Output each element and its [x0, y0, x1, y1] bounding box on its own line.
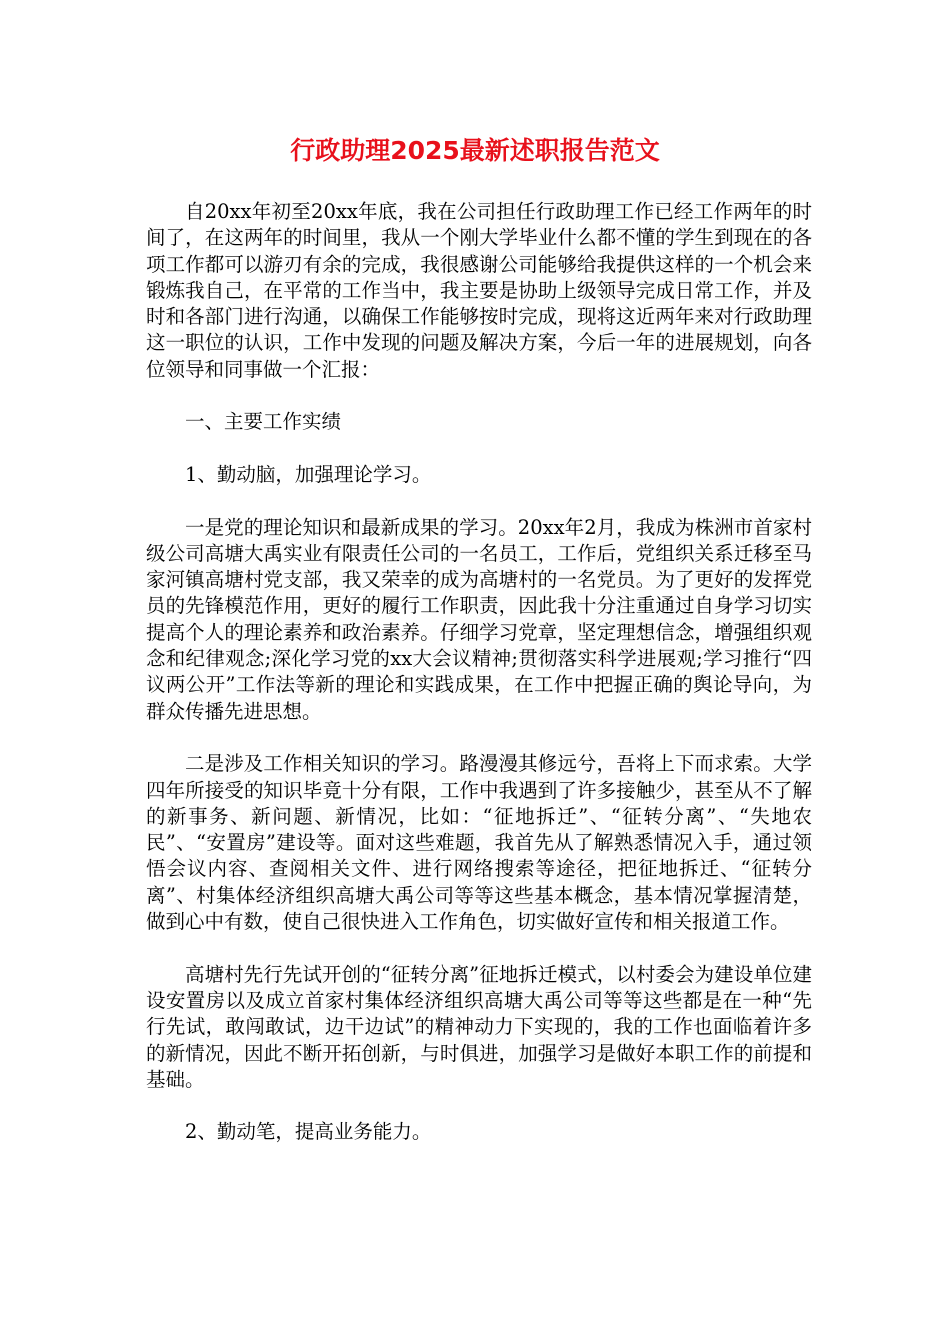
section-heading-main-achievements: 一、主要工作实绩	[185, 410, 342, 434]
paragraph-work-knowledge: 二是涉及工作相关知识的学习。路漫漫其修远兮，吾将上下而求索。大学四年所接受的知识毕竟十分有限，工作中我遇到了许多接触少，甚至从不了解的新事务、新问题、新情况，比如：“征地拆迁”、“征转分离”、“失地农民”、“安置房”建设等。面对这些难题，我首先从了解熟悉情况入手，通过领悟会议内容、查阅相关文件、进行网络搜索等途径，把征地拆迁、“征转分离”、村集体经济组织高塘大禹公司等等这些基本概念，基本情况掌握清楚，做到心中有数，使自己很快进入工作角色，切实做好宣传和相关报道工作。	[146, 752, 812, 934]
paragraph-gaotang-model: 高塘村先行先试开创的“征转分离”征地拆迁模式，以村委会为建设单位建设安置房以及成立首家村集体经济组织高塘大禹公司等等这些都是在一种“先行先试，敢闯敢试，边干边试”的精神动力下实现的，我的工作也面临着许多的新情况，因此不断开拓创新，与时俱进，加强学习是做好本职工作的前提和基础。	[146, 962, 812, 1091]
paragraph-party-theory: 一是党的理论知识和最新成果的学习。20xx年2月，我成为株洲市首家村级公司高塘大禹实业有限责任公司的一名员工，工作后，党组织关系迁移至马家河镇高塘村党支部，我又荣幸的成为高塘村的一名党员。为了更好的发挥党员的先锋模范作用，更好的履行工作职责，因此我十分注重通过自身学习切实提高个人的理论素养和政治素养。仔细学习党章，坚定理想信念，增强组织观念和纪律观念;深化学习党的xx大会议精神;贯彻落实科学进展观;学习推行“四议两公开”工作法等新的理论和实践成果，在工作中把握正确的舆论导向，为群众传播先进思想。	[146, 515, 812, 723]
document-body	[146, 199, 812, 1172]
subsection-heading-writing: 2、勤动笔，提高业务能力。	[185, 1120, 432, 1144]
subsection-heading-study: 1、勤动脑，加强理论学习。	[185, 462, 432, 486]
document-title: 行政助理2025最新述职报告范文	[290, 136, 660, 165]
intro-paragraph: 自20xx年初至20xx年底，我在公司担任行政助理工作已经工作两年的时间了，在这两年的时间里，我从一个刚大学毕业什么都不懂的学生到现在的各项工作都可以游刃有余的完成，我很感谢公司能够给我提供这样的一个机会来锻炼我自己，在平常的工作当中，我主要是协助上级领导完成日常工作，并及时和各部门进行沟通，以确保工作能够按时完成，现将这近两年来对行政助理这一职位的认识，工作中发现的问题及解决方案，今后一年的进展规划，向各位领导和同事做一个汇报：	[146, 200, 812, 381]
